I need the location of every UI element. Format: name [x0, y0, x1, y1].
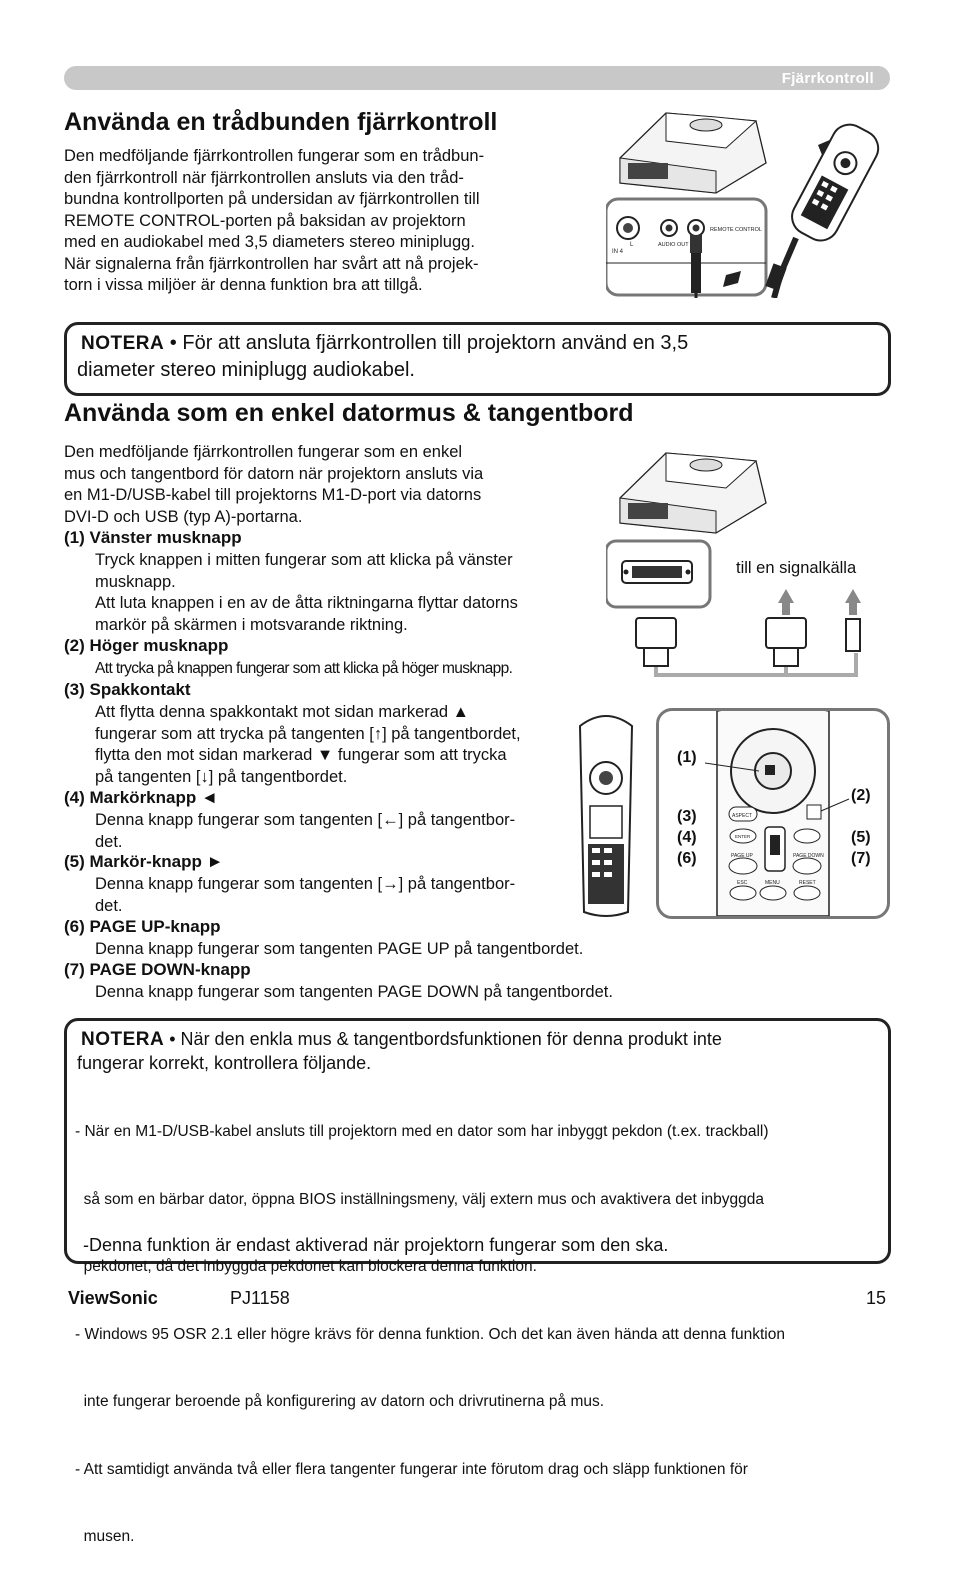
- item-5-head: (5) Markör-knapp ►: [64, 852, 224, 871]
- item-5-body: Denna knapp fungerar som tangenten [→] på tangentbor- det.: [95, 875, 516, 915]
- callout-4: (4): [677, 829, 697, 846]
- callout-5: (5): [851, 829, 871, 846]
- item-7-head: (7) PAGE DOWN-knapp: [64, 960, 251, 979]
- remote-control-figure: [576, 706, 636, 918]
- remote-control-icon: [576, 706, 636, 918]
- footer-brand: ViewSonic: [68, 1288, 158, 1308]
- note2-bullet-1-line-3: pekdonet, då det inbyggda pekdonet kan blockera denna funktion.: [75, 1258, 537, 1275]
- item-1-head: (1) Vänster musknapp: [64, 528, 242, 547]
- note1-line2: diameter stereo miniplugg audiokabel.: [77, 359, 415, 381]
- port-audio-out-label: AUDIO OUT: [658, 242, 689, 248]
- callout-2: (2): [851, 787, 871, 804]
- note2-bullet-1-line-1: - När en M1-D/USB-kabel ansluts till projektorn med en dator som har inbyggt pekdon (t.ex. trackball): [75, 1123, 769, 1140]
- section1-title: Använda en trådbunden fjärrkontroll: [64, 108, 498, 136]
- item-1-body: Tryck knappen i mitten fungerar som att klicka på vänster musknapp. Att luta knappen i en av de åtta riktningarna flyttar datorns markör på skärmen i motsvarande riktning.: [95, 551, 518, 634]
- note2-bullet-2-line-2: inte fungerar beroende på konfigurering av datorn och drivrutinerna på mus.: [75, 1393, 605, 1410]
- item-2-head: (2) Höger musknapp: [64, 636, 229, 655]
- callout-1: (1): [677, 749, 697, 766]
- projector-remote-illustration: [606, 103, 896, 298]
- note2-bullets: [75, 1076, 785, 1594]
- section2-intro: Den medföljande fjärrkontrollen fungerar som en enkel mus och tangentbord för datorn när projektorn ansluts via en M1-D/USB-kabel till projektorns M1-D-port via datorns DVI-D och USB (typ A)-portarna.: [64, 443, 484, 526]
- item-4-head: (4) Markörknapp ◄: [64, 788, 218, 807]
- callout-3: (3): [677, 808, 697, 825]
- note2-last-line: -Denna funktion är endast aktiverad när projektorn fungerar som den ska.: [83, 1235, 669, 1255]
- item-2-body: Att trycka på knappen fungerar som att klicka på höger musknapp.: [95, 660, 513, 677]
- note2-bullet-3-line-2: musen.: [75, 1528, 135, 1545]
- section2-title: Använda som en enkel datormus & tangentbord: [64, 399, 634, 427]
- callout-6: (6): [677, 850, 697, 867]
- esc-label: ESC: [737, 880, 748, 886]
- header-bar: [64, 66, 890, 90]
- mouse-keyboard-figure: [606, 443, 896, 693]
- note2-bullet-2-line-1: - Windows 95 OSR 2.1 eller högre krävs för denna funktion. Och det kan även hända att denna funktion: [75, 1325, 785, 1343]
- item-6-head: (6) PAGE UP-knapp: [64, 917, 221, 936]
- enter-label: ENTER: [735, 834, 751, 839]
- item-3-body: Att flytta denna spakkontakt mot sidan markerad ▲ fungerar som att trycka på tangenten [↑] på tangentbordet, flytta den mot sidan markerad ▼ fungerar som att trycka på tangenten [↓] på tangentbordet.: [95, 703, 521, 786]
- note2-line2: fungerar korrekt, kontrollera följande.: [77, 1053, 372, 1073]
- page-up-label: PAGE UP: [731, 853, 753, 859]
- signal-source-label: till en signalkälla: [736, 559, 857, 577]
- footer-model: PJ1158: [230, 1288, 290, 1308]
- remote-zoom-figure: [656, 708, 890, 919]
- note2-bullet-1-line-2: så som en bärbar dator, öppna BIOS inställningsmeny, välj extern mus och avaktivera det inbyggda: [75, 1190, 764, 1208]
- note2-bullet-3-line-1: - Att samtidigt använda två eller flera tangenter fungerar inte förutom drag och släpp funktionen för: [75, 1460, 748, 1478]
- callout-7: (7): [851, 850, 871, 867]
- note1-line1: • För att ansluta fjärrkontrollen till projektorn använd en 3,5: [169, 332, 689, 354]
- port-in4-label: IN 4: [612, 249, 624, 255]
- note-box-1: [64, 322, 891, 396]
- item-4-body: Denna knapp fungerar som tangenten [←] på tangentbor- det.: [95, 811, 516, 851]
- item-3-head: (3) Spakkontakt: [64, 680, 191, 699]
- note2-line1: • När den enkla mus & tangentbordsfunktionen för denna produkt inte: [169, 1029, 722, 1049]
- section-label: Fjärrkontroll: [781, 70, 874, 87]
- note-tag: NOTERA: [81, 1029, 165, 1050]
- note-tag: NOTERA: [81, 333, 165, 354]
- reset-label: RESET: [799, 880, 816, 886]
- page-down-label: PAGE DOWN: [793, 853, 824, 859]
- port-remote-label: REMOTE CONTROL: [710, 227, 762, 233]
- port-l-label: L: [630, 242, 634, 248]
- menu-label: MENU: [765, 880, 780, 886]
- aspect-button-label: ASPECT: [732, 813, 753, 819]
- section1-paragraph: Den medföljande fjärrkontrollen fungerar som en trådbun- den fjärrkontroll när fjärrkontrollen ansluts via den tråd- bundna kontrollporten på undersidan av fjärrkontrollen till REMOTE CONTROL-porten på baksidan av projektorn med en audiokabel med 3,5 diameters stereo miniplugg. När signalerna från fjärrkontrollen har svårt att nå projek- torn i vissa miljöer är denna funktion bra att tillgå.: [64, 147, 485, 294]
- page-number: 15: [866, 1288, 887, 1308]
- wired-remote-figure: [606, 103, 896, 298]
- item-6-body: Denna knapp fungerar som tangenten PAGE UP på tangentbordet.: [95, 940, 584, 958]
- item-7-body: Denna knapp fungerar som tangenten PAGE DOWN på tangentbordet.: [95, 983, 613, 1001]
